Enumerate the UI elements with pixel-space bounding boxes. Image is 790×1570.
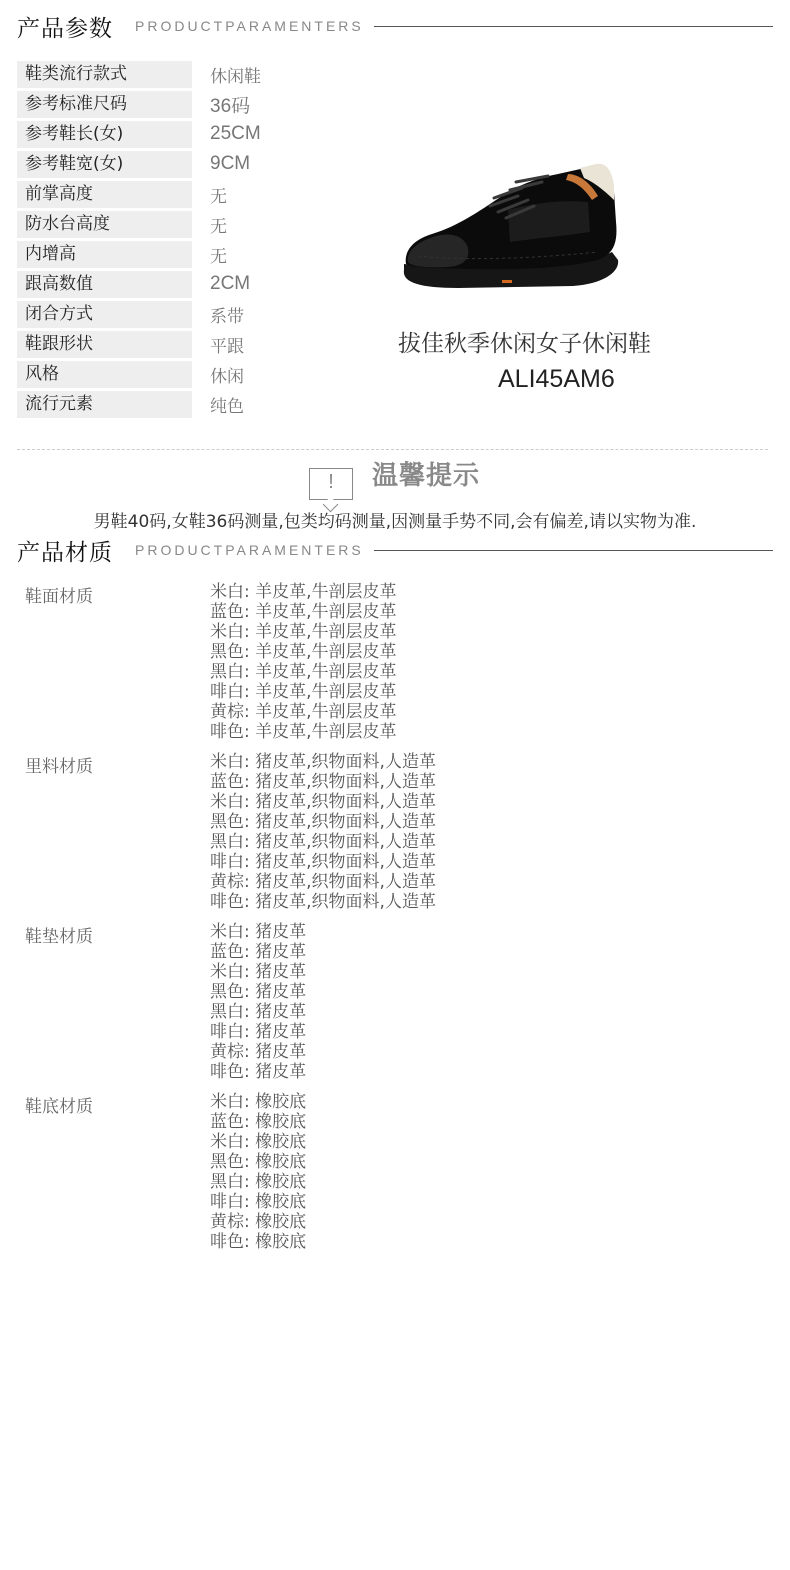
material-line: 啡白: 橡胶底: [210, 1192, 307, 1212]
dashed-divider: [17, 449, 768, 450]
material-line: 啡白: 猪皮革,织物面料,人造革: [210, 852, 436, 872]
param-value: 无: [210, 216, 227, 236]
material-line: 黑色: 猪皮革: [210, 982, 307, 1002]
material-line: 蓝色: 猪皮革,织物面料,人造革: [210, 772, 436, 792]
product-shoe-image: [398, 152, 628, 300]
param-label: 鞋类流行款式: [17, 61, 192, 88]
param-row: [17, 389, 347, 419]
notice-text: 男鞋40码,女鞋36码测量,包类均码测量,因测量手势不同,会有偏差,请以实物为准.: [93, 512, 697, 532]
material-line: 啡白: 猪皮革: [210, 1022, 307, 1042]
material-line: 米白: 橡胶底: [210, 1092, 307, 1112]
material-line: 黑白: 橡胶底: [210, 1172, 307, 1192]
material-line: 米白: 猪皮革,织物面料,人造革: [210, 752, 436, 772]
param-label: 前掌高度: [17, 181, 192, 208]
param-value: 9CM: [210, 153, 251, 174]
param-row: [17, 209, 347, 239]
product-model: ALI45AM6: [498, 365, 615, 393]
param-value: 无: [210, 186, 227, 206]
param-row: [17, 149, 347, 179]
header-divider-line: [374, 550, 773, 551]
material-line: 黄棕: 猪皮革: [210, 1042, 307, 1062]
param-value: 休闲鞋: [210, 66, 261, 86]
header-divider-line: [374, 26, 773, 27]
material-lines: [210, 1092, 306, 1252]
material-line: 蓝色: 羊皮革,牛剖层皮革: [210, 602, 397, 622]
param-label: 内增高: [17, 241, 192, 268]
material-line: 黑白: 羊皮革,牛剖层皮革: [210, 662, 397, 682]
material-line: 黄棕: 橡胶底: [210, 1212, 307, 1232]
material-label: 鞋面材质: [25, 587, 93, 607]
param-label: 风格: [17, 361, 192, 388]
material-line: 米白: 猪皮革,织物面料,人造革: [210, 792, 436, 812]
params-table: [17, 59, 347, 419]
param-row: [17, 299, 347, 329]
param-label: 流行元素: [17, 391, 192, 418]
param-value: 25CM: [210, 123, 261, 144]
material-line: 黑色: 橡胶底: [210, 1152, 307, 1172]
param-label: 参考标准尺码: [17, 91, 192, 118]
param-row: [17, 89, 347, 119]
material-line: 黑色: 羊皮革,牛剖层皮革: [210, 642, 397, 662]
param-label: 鞋跟形状: [17, 331, 192, 358]
material-line: 啡色: 橡胶底: [210, 1232, 307, 1252]
material-label: 里料材质: [25, 757, 93, 777]
material-line: 蓝色: 猪皮革: [210, 942, 307, 962]
material-line: 啡色: 羊皮革,牛剖层皮革: [210, 722, 397, 742]
param-label: 参考鞋宽(女): [17, 151, 192, 178]
product-name: 拔佳秋季休闲女子休闲鞋: [398, 331, 651, 357]
material-lines: [210, 752, 436, 912]
material-line: 啡白: 羊皮革,牛剖层皮革: [210, 682, 397, 702]
section-subtitle: PRODUCTPARAMENTERS: [135, 542, 364, 558]
material-line: 米白: 猪皮革: [210, 962, 307, 982]
param-label: 闭合方式: [17, 301, 192, 328]
param-label: 参考鞋长(女): [17, 121, 192, 148]
param-row: [17, 119, 347, 149]
material-label: 鞋垫材质: [25, 927, 93, 947]
material-label: 鞋底材质: [25, 1097, 93, 1117]
material-line: 啡色: 猪皮革: [210, 1062, 307, 1082]
material-line: 米白: 羊皮革,牛剖层皮革: [210, 582, 397, 602]
material-line: 黑白: 猪皮革,织物面料,人造革: [210, 832, 436, 852]
param-value: 2CM: [210, 273, 251, 294]
material-line: 米白: 羊皮革,牛剖层皮革: [210, 622, 397, 642]
material-lines: [210, 582, 397, 742]
param-value: 36码: [210, 95, 251, 117]
material-line: 黄棕: 羊皮革,牛剖层皮革: [210, 702, 397, 722]
material-line: 黑色: 猪皮革,织物面料,人造革: [210, 812, 436, 832]
param-row: [17, 329, 347, 359]
param-row: [17, 359, 347, 389]
param-row: [17, 239, 347, 269]
material-line: 黄棕: 猪皮革,织物面料,人造革: [210, 872, 436, 892]
section-title: 产品材质: [17, 539, 113, 566]
product-params-header: [17, 10, 773, 42]
param-value: 休闲: [210, 366, 244, 386]
product-materials-header: [17, 534, 773, 566]
material-line: 蓝色: 橡胶底: [210, 1112, 307, 1132]
notice-title: 温馨提示: [372, 461, 481, 491]
param-label: 跟高数值: [17, 271, 192, 298]
param-value: 平跟: [210, 336, 244, 356]
exclamation-icon: !: [309, 468, 353, 500]
param-label: 防水台高度: [17, 211, 192, 238]
param-row: [17, 179, 347, 209]
param-row: [17, 59, 347, 89]
param-value: 纯色: [210, 396, 244, 416]
material-line: 黑白: 猪皮革: [210, 1002, 307, 1022]
param-row: [17, 269, 347, 299]
material-lines: [210, 922, 306, 1082]
material-line: 米白: 橡胶底: [210, 1132, 307, 1152]
section-subtitle: PRODUCTPARAMENTERS: [135, 18, 364, 34]
material-line: 啡色: 猪皮革,织物面料,人造革: [210, 892, 436, 912]
section-title: 产品参数: [17, 15, 113, 42]
material-line: 米白: 猪皮革: [210, 922, 307, 942]
param-value: 无: [210, 246, 227, 266]
param-value: 系带: [210, 306, 244, 326]
